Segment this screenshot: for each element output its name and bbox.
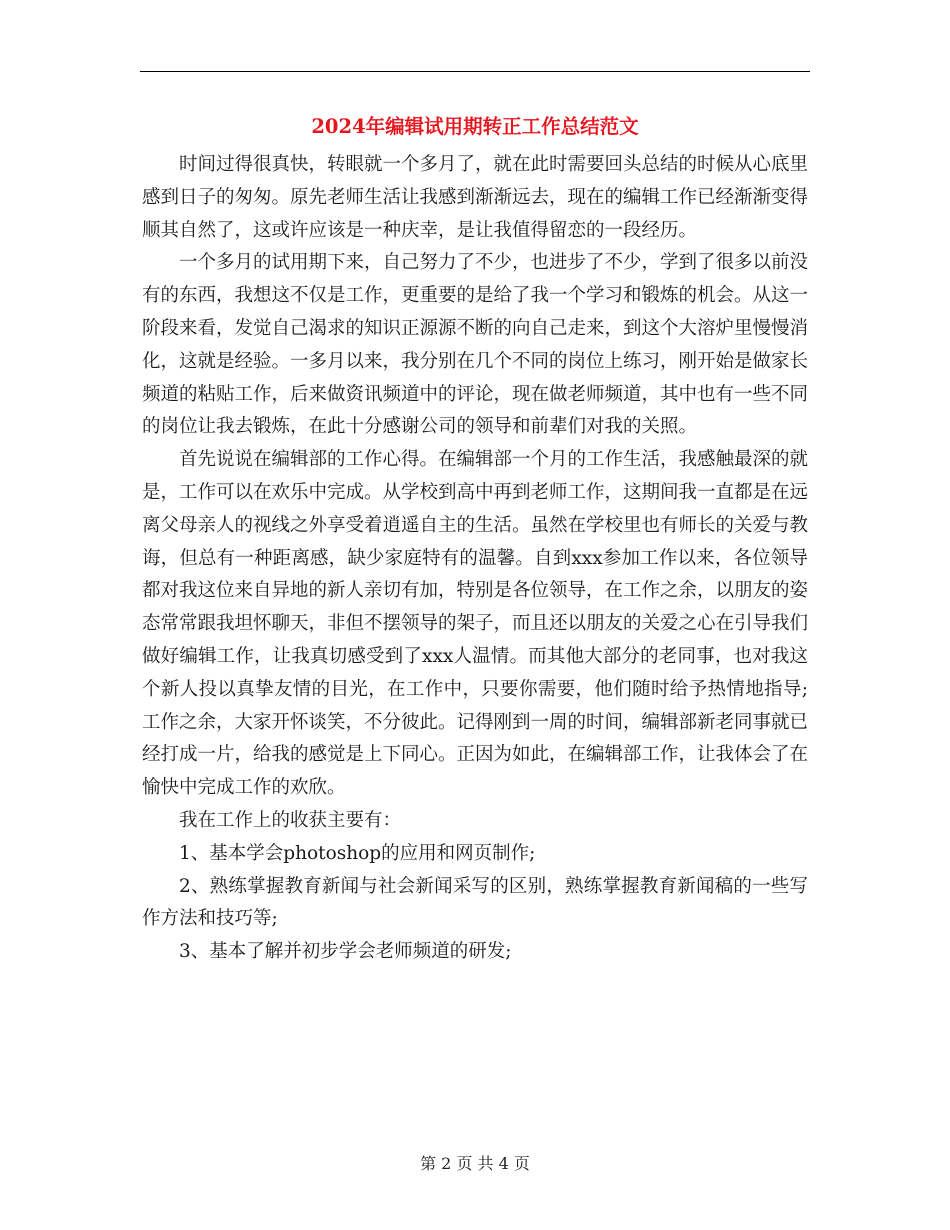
paragraph: 时间过得很真快，转眼就一个多月了，就在此时需要回头总结的时候从心底里感到日子的匆匆。原先老师生活让我感到渐渐远去，现在的编辑工作已经渐渐变得顺其自然了，这或许应该是一种庆幸，是让我值得留恋的一段经历。 [142,154,809,241]
paragraph: 我在工作上的收获主要有： [179,809,402,831]
list-item: 1、基本学会photoshop的应用和网页制作; [179,842,536,864]
list-item: 2、熟练掌握教育新闻与社会新闻采写的区别，熟练掌握教育新闻稿的一些写作方法和技巧等; [142,875,808,930]
header-rule [140,71,810,72]
page-footer: 第 2 页 共 4 页 [420,1154,530,1173]
document-body [142,149,808,969]
paragraph: 首先说说在编辑部的工作心得。在编辑部一个月的工作生活，我感触最深的就是，工作可以在欢乐中完成。从学校到高中再到老师工作，这期间我一直都是在远离父母亲人的视线之外享受着逍遥自主的生活。虽然在学校里也有师长的关爱与教诲，但总有一种距离感，缺少家庭特有的温馨。自到xxx参加工作以来，各位领导都对我这位来自异地的新人亲切有加，特别是各位领导，在工作之余，以朋友的姿态常常跟我坦怀聊天，非但不摆领导的架子，而且还以朋友的关爱之心在引导我们做好编辑工作，让我真切感受到了xxx人温情。而其他大部分的老同事，也对我这个新人投以真挚友情的目光，在工作中，只要你需要，他们随时给予热情地指导;工作之余，大家开怀谈笑，不分彼此。记得刚到一周的时间，编辑部新老同事就已经打成一片，给我的感觉是上下同心。正因为如此，在编辑部工作，让我体会了在愉快中完成工作的欢欣。 [142,449,809,799]
document-title: 2024年编辑试用期转正工作总结范文 [311,115,639,138]
paragraph: 一个多月的试用期下来，自己努力了不少，也进步了不少，学到了很多以前没有的东西，我想这不仅是工作，更重要的是给了我一个学习和锻炼的机会。从这一阶段来看，发觉自己渴求的知识正源源不断的向自己走来，到这个大溶炉里慢慢消化，这就是经验。一多月以来，我分别在几个不同的岗位上练习，刚开始是做家长频道的粘贴工作，后来做资讯频道中的评论，现在做老师频道，其中也有一些不同的岗位让我去锻炼，在此十分感谢公司的领导和前辈们对我的关照。 [142,252,809,438]
list-item: 3、基本了解并初步学会老师频道的研发; [179,941,512,963]
